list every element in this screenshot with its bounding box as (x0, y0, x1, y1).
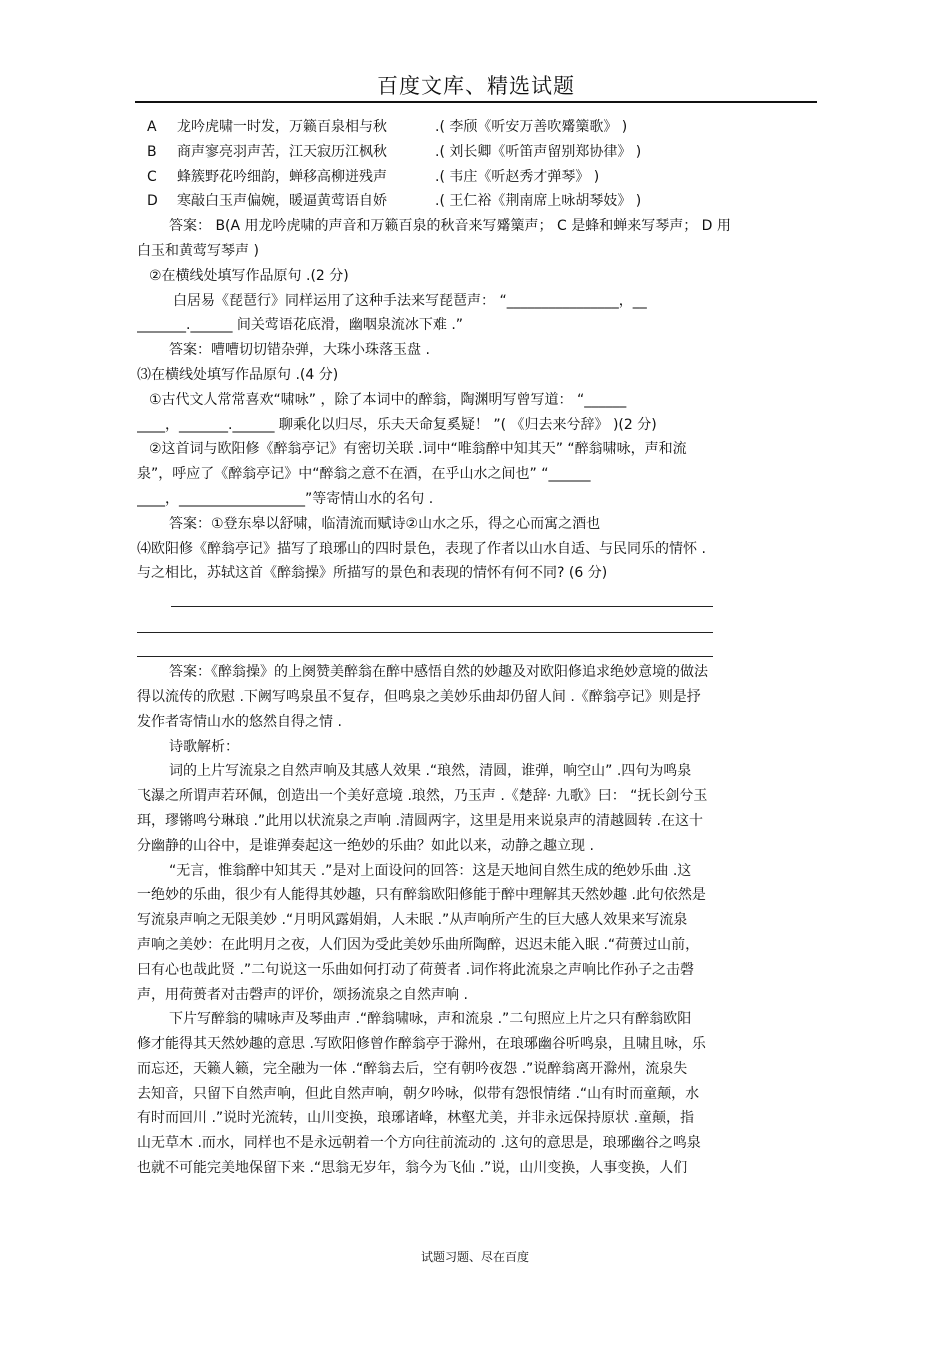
option-c: C 蜂簇野花吟细韵，蝉移高柳迸残声 .( 韦庄《听赵秀才弹琴》 ) (147, 168, 600, 185)
answer-gap (137, 607, 815, 632)
analysis-p1-l4: 分幽静的山谷中，是谁弹奏起这一绝妙的乐曲？如此以来，动静之趣立现 . (137, 837, 594, 854)
question-3-2: ②这首词与欧阳修《醉翁亭记》有密切关联 .词中“唯翁醉中知其天” “醉翁啸咏，声和流 (149, 441, 687, 458)
answer-gap (137, 586, 815, 606)
answer-gap (137, 633, 815, 656)
analysis-p2-l2: 一绝妙的乐曲，很少有人能得其妙趣，只有醉翁欧阳修能于醉中理解其天然妙趣 .此句依然是 (137, 887, 706, 904)
analysis-p2: “无言，惟翁醉中知其天 .”是对上面设问的回答：这是天地间自然生成的绝妙乐曲 .这 (169, 862, 692, 879)
answer-4-cont2: 发作者寄情山水的悠然自得之情 . (137, 713, 342, 730)
answer-4: 答案：《醉翁操》的上阕赞美醉翁在醉中感悟自然的妙趣及对欧阳修追求绝妙意境的做法 (169, 664, 708, 681)
answer-4-cont: 得以流传的欣慰 .下阙写鸣泉虽不复存，但鸣泉之美妙乐曲却仍留人间 .《醉翁亭记》则是抒 (137, 688, 701, 705)
analysis-p1-l3: 珥，璆锵鸣兮琳琅 .”此用以状流泉之声响 .清圆两字，这里是用来说泉声的清越圆转 .在这十 (137, 812, 703, 829)
document-body (137, 115, 815, 1181)
answer-2: 答案：嘈嘈切切错杂弹，大珠小珠落玉盘 . (169, 342, 430, 359)
analysis-p3-l6: 山无草木 .而水，同样也不是永远朝着一个方向往前流动的 .这句的意思是，琅琊幽谷之鸣泉 (137, 1135, 701, 1152)
question-3-1-cont: ____，_______.______ 聊乘化以归尽，乐夫天命复奚疑！ ”( 《归去来兮辞》 )(2 分) (137, 416, 657, 433)
question-4-cont: 与之相比，苏轼这首《醉翁操》所描写的景色和表现的情怀有何不同? (6 分) (137, 565, 608, 582)
analysis-p3-l3: 而忘还，天籁人籁，完全融为一体 .“醉翁去后，空有朝吟夜怨 .”说醉翁离开滁州，流泉失 (137, 1060, 688, 1077)
question-3: ⑶在横线处填写作品原句 .(4 分) (137, 366, 339, 383)
question-3-2-cont2: ____，__________________”等寄情山水的名句 . (137, 490, 434, 507)
header-divider (135, 101, 817, 103)
page-header-title: 百度文库、精选试题 (377, 74, 575, 98)
option-a: A 龙吟虎啸一时发，万籁百泉相与秋 .( 李颀《听安万善吹觱篥歌》 ) (147, 119, 628, 135)
analysis-p2-l3: 写流泉声响之无限美妙 .“月明风露娟娟，人未眠 .”从声响所产生的巨大感人效果来写流泉 (137, 912, 688, 929)
analysis-p3-l5: 有时而回川 .”说时光流转，山川变换，琅琊诸峰，林壑尤美，并非永远保持原状 .童颠，指 (137, 1110, 695, 1127)
question-2-text: 白居易《琵琶行》同样运用了这种手法来写琵琶声： “________________，__ (173, 292, 647, 309)
analysis-p3-l4: 去知音，只留下自然声响，但此自然声响，朝夕吟咏，似带有怨恨情绪 .“山有时而童颠，水 (137, 1085, 700, 1102)
question-4: ⑷欧阳修《醉翁亭记》描写了琅琊山的四时景色，表现了作者以山水自适、与民同乐的情怀 . (137, 540, 706, 557)
analysis-p1: 词的上片写流泉之自然声响及其感人效果 .“琅然，清圆，谁弹，响空山” .四句为鸣泉 (169, 763, 692, 780)
analysis-p3: 下片写醉翁的啸咏声及琴曲声 .“醉翁啸咏，声和流泉 .”二句照应上片之只有醉翁欧阳 (169, 1011, 692, 1028)
answer-1: 答案： B(A 用龙吟虎啸的声音和万籁百泉的秋音来写觱篥声； C 是蜂和蝉来写琴声； D 用 (169, 218, 731, 235)
question-3-1: ①古代文人常常喜欢“啸咏” ，除了本词中的醉翁，陶渊明写曾写道： “______ (149, 391, 627, 408)
analysis-p3-l7: 也就不可能完美地保留下来 .“思翁无岁年，翁今为飞仙 .”说，山川变换，人事变换，人们 (137, 1160, 688, 1177)
analysis-p1-l2: 飞瀑之所谓声若环佩，创造出一个美好意境 .琅然，乃玉声 .《楚辞· 九歌》曰： “抚长剑兮玉 (137, 788, 708, 805)
option-b: B 商声寥亮羽声苦，江天寂历江枫秋 .( 刘长卿《听笛声留别郑协律》 ) (147, 143, 642, 160)
answer-1-cont: 白玉和黄莺写琴声 ) (137, 242, 259, 259)
question-3-2-cont: 泉”，呼应了《醉翁亭记》中“醉翁之意不在酒，在乎山水之间也” “______ (137, 466, 591, 483)
analysis-p2-l5: 曰有心也哉此贤 .”二句说这一乐曲如何打动了荷蒉者 .词作将此流泉之声响比作孙子之击磬 (137, 961, 695, 978)
question-2: ②在横线处填写作品原句 .(2 分) (149, 267, 349, 284)
analysis-heading: 诗歌解析： (169, 738, 239, 755)
option-d: D 寒敲白玉声偏婉，暖逼黄莺语自娇 .( 王仁裕《荆南席上咏胡琴妓》 ) (147, 193, 642, 210)
analysis-p2-l4: 声响之美妙：在此明月之夜，人们因为受此美妙乐曲所陶醉，迟迟未能入眠 .“荷蒉过山前， (137, 936, 700, 953)
analysis-p3-l2: 修才能得其天然妙趣的意思 .写欧阳修曾作醉翁亭于滁州，在琅琊幽谷听鸣泉，且啸且咏，乐 (137, 1036, 706, 1053)
page-footer: 试题习题、尽在百度 (420, 1250, 529, 1264)
analysis-p2-l6: 声，用荷蒉者对击磬声的评价，颂扬流泉之自然声响 . (137, 986, 468, 1003)
answer-3: 答案：①登东皋以舒啸，临清流而赋诗②山水之乐，得之心而寓之酒也 (169, 515, 601, 532)
question-2-text-cont: _______.______ 间关莺语花底滑，幽咽泉流冰下难 .” (137, 317, 464, 334)
